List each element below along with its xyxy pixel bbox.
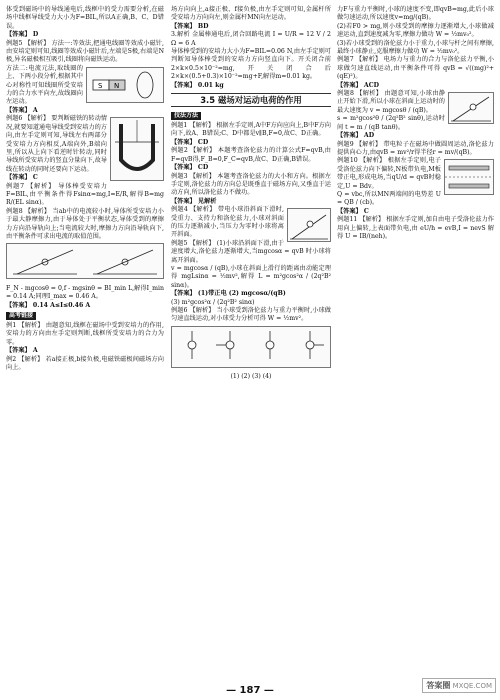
paragraph: (3) m²gcos²α / (2q²B² sinα) <box>171 298 255 306</box>
answer-line: 【答案】 0.14 A≤I≤0.46 A <box>6 301 91 309</box>
horseshoe-magnet-diagram <box>110 117 164 181</box>
paragraph: 方法二:电流元法,取线圈的上、下两小段分析,根据其中心对称性可知线圈所受安培力的合力水平向左,故线圈向左运动。 <box>6 64 83 106</box>
paragraph: 例题10 【解析】 根据左手定则,电子受洛伦兹力向下偏转,N板带负电,M板带正电,形成电场,当qU/d = qvB时稳定,U = Bdv。 <box>337 157 441 190</box>
paragraph: (3)若小球受到的洛伦兹力小于重力,小球与杆之间有摩擦,最终小球静止,克服摩擦力做功 W = ½mv₀²。 <box>337 39 494 56</box>
answer-line: 【答案】 D <box>6 31 39 39</box>
paragraph: 例题7 【解析】 电场力与重力的合力与洛伦兹力平衡,小球做匀速直线运动,由平衡条件可得 qvB = √((mg)²+(qE)²)。 <box>337 56 494 81</box>
paragraph: 例题6 【解析】 要判断磁铁的转动情况,就要知道通电导线受到安培力的方向,由左手定则可知,导线左右两部分受安培力方向相反,A端向外,B端向里,所以从上向下看逆时针转动,同时导线所受安培力的竖直分量向下,故导线在转动的同时还要向下运动。 <box>6 115 107 173</box>
paragraph: 例题3 【解析】 本题考查洛伦兹力的大小和方向。根据左手定则,洛伦兹力的方向总是既垂直于磁场方向,又垂直于运动方向,所以洛伦兹力不做功。 <box>171 172 331 197</box>
paragraph: 例题8 【解析】 由题意可知,小球由静止开始下滑,所以小球在斜面上运动时的最大速度为 v = mgcosθ / (qB)。 <box>337 90 445 114</box>
paragraph: 体受到磁场中的导线通电后,线框中的受力需要分析,在磁场中线框导线受力大小为F=BIL,所以A正确,B、C、D错误。 <box>6 6 164 30</box>
answer-line: 【答案】 C <box>337 207 369 215</box>
paragraph: 例2 【解析】 若a接正极,b接负极,电磁铁磁极间磁场方向向上。 <box>6 355 164 372</box>
magnet-coil-diagram <box>86 67 164 103</box>
column-middle <box>171 6 331 382</box>
answer-line: 【答案】 A <box>6 347 38 355</box>
answer-line: 【答案】 0.01 kg <box>171 81 224 89</box>
paragraph: 导体棒受到的安培力大小为F=BIL=0.06 N,由左手定则可判断知导体棒受到的安培力方向竖直向下。开关闭合前2×k×0.5×10⁻²=mg,开关闭合后2×k×(0.5+0.3)×10⁻²=mg+F,解得m=0.01 kg。 <box>171 48 331 81</box>
incline-force-diagrams <box>6 243 164 279</box>
figure-caption: (1) (2) (3) (4) <box>230 373 272 381</box>
incline-diagram <box>448 92 494 124</box>
answer-line: 【答案】 A <box>6 106 38 114</box>
paragraph: 3.解析 金属棒通电后,闭合回路电流 I = U/R = 12 V / 2 Ω = 6 A <box>171 31 331 47</box>
section-tag: 技法方法 <box>171 112 201 120</box>
plates-diagram <box>444 159 494 195</box>
answer-line: 【答案】 C <box>6 174 38 182</box>
paragraph: (2)若F0 > mg,则小球受到的摩擦力逐渐增大,小球做减速运动,直到速度减为零,摩擦力做功 W = ½mv₀²。 <box>337 22 494 39</box>
column-right <box>337 6 494 241</box>
answer-line: 【答案】 ACD <box>337 81 379 89</box>
paragraph: 例题7 【解析】 导体棒受安培力F=BIL,由平衡条件得Fsinα=mg,I=E/R,解得B=mg R/(EL sinα)。 <box>6 182 164 207</box>
paragraph: 例题8 【解析】 当ab中的电流较小时,导体所受安培力小于最大静摩擦力,由于导体处于平衡状态,导体受到的摩擦力方向沿导轨向上;当电流较大时,摩擦力方向沿导轨向下,由平衡条件可求出电流的取值范围。 <box>6 207 164 240</box>
paragraph: s = m²gcos²θ / (2q²B² sinθ),运动时间 t = m / (qB tanθ)。 <box>337 115 445 131</box>
answer-line: 【答案】 CD <box>171 164 209 172</box>
paragraph: 例题9 【解析】 带电粒子在磁场中做圆周运动,洛伦兹力提供向心力,由qvB = mv²/r得半径r = mv/(qB)。 <box>337 140 494 156</box>
paragraph: 例题11 【解析】 根据左手定则,加自由电子受洛伦兹力作用向上偏转,上表面带负电,由 eU/h = evB,I = nevS 解得 U = IB/(neh)。 <box>337 216 494 240</box>
column-left <box>6 6 164 372</box>
paragraph: 例题6 【解析】 当小球受到洛伦兹力与重力平衡时,小球做匀速直线运动,对小球受力分析可得 W = ½mv²。 <box>171 307 331 323</box>
force-diagrams-four <box>171 326 331 368</box>
paragraph: 例题1 【解析】 根据左手定则,A中F方向应向上,B中F方向向下,故A、B错误;C、D中都是v∥B,F=0,故C、D正确。 <box>171 122 331 138</box>
paragraph: v = mgcosα / (qB),小球在斜面上滑行的距离由动能定理得 mgLsinα = ½mv²,解得 L = m²gcos²α / (2q²B² sinα)。 <box>171 264 331 289</box>
paragraph: F_N - mgcosθ = 0,f - mgsinθ = BI_min L,解得I_min = 0.14 A;同理I_max = 0.46 A。 <box>6 284 164 301</box>
watermark-url: MXQE.COM <box>452 682 492 690</box>
paragraph: 力F与重力平衡时,小球的速度不变,即qvB=mg,此后小球做匀速运动,所以速度v=mg/(qB)。 <box>337 6 494 22</box>
watermark-logo <box>422 678 496 693</box>
section-tag: 高考链接 <box>6 312 36 320</box>
watermark-text: 答案圈 <box>426 681 451 690</box>
paragraph: 例题4 【解析】 带电小球沿斜面下滑时,受重力、支持力和洛伦兹力,小球对斜面的压力逐渐减小,当压力为零时小球将离开斜面。 <box>171 206 284 239</box>
incline-ball-diagram <box>287 208 331 242</box>
svg-text:N: N <box>114 81 120 90</box>
answer-line: 【答案】 AD <box>337 132 375 140</box>
answer-line: 【答案】 BD <box>171 22 209 30</box>
svg-text:S: S <box>98 81 103 90</box>
page-number: — 187 — <box>226 685 274 696</box>
paragraph: 例题5 【解析】 方法一:等效法,把通电线圈等效成小磁针,由安培定则可知,线圈等效成小磁针后,左端是S极,右端是N极,异名磁极相互吸引,线圈将向磁铁运动。 <box>6 39 164 64</box>
paragraph: 场方向向上,a接正极、f接负极,由左手定则可知,金属杆所受安培力方向向左,则金属杆MN向左运动。 <box>171 6 331 22</box>
answer-line: 【答案】 CD <box>171 138 209 146</box>
section-title: 3.5 磁场对运动电荷的作用 <box>171 93 331 107</box>
answer-line: 【答案】 (1)带正电 (2) mgcosα/(qB) <box>171 290 286 298</box>
paragraph: Q = vbc,所以MN两端间的电势差 U = QB / (cb)。 <box>337 190 441 207</box>
answer-line: 【答案】 见解析 <box>171 197 217 205</box>
paragraph: 例题2 【解析】 本题考查洛伦兹力的计算公式F=qvB,由F=qvB得,F_B=0,F_C=qvB,故C、D正确,B错误。 <box>171 147 331 163</box>
paragraph: 例1 【解析】 由题意知,线框在磁场中受到安培力的作用,安培力的方向由左手定则判断,线框所受安培力的合力为零。 <box>6 322 164 346</box>
paragraph: 例题5 【解析】 (1)小球沿斜面下滑,由于速度增大,洛伦兹力逐渐增大,当mgcosα = qvB 时小球将离开斜面。 <box>171 239 331 264</box>
